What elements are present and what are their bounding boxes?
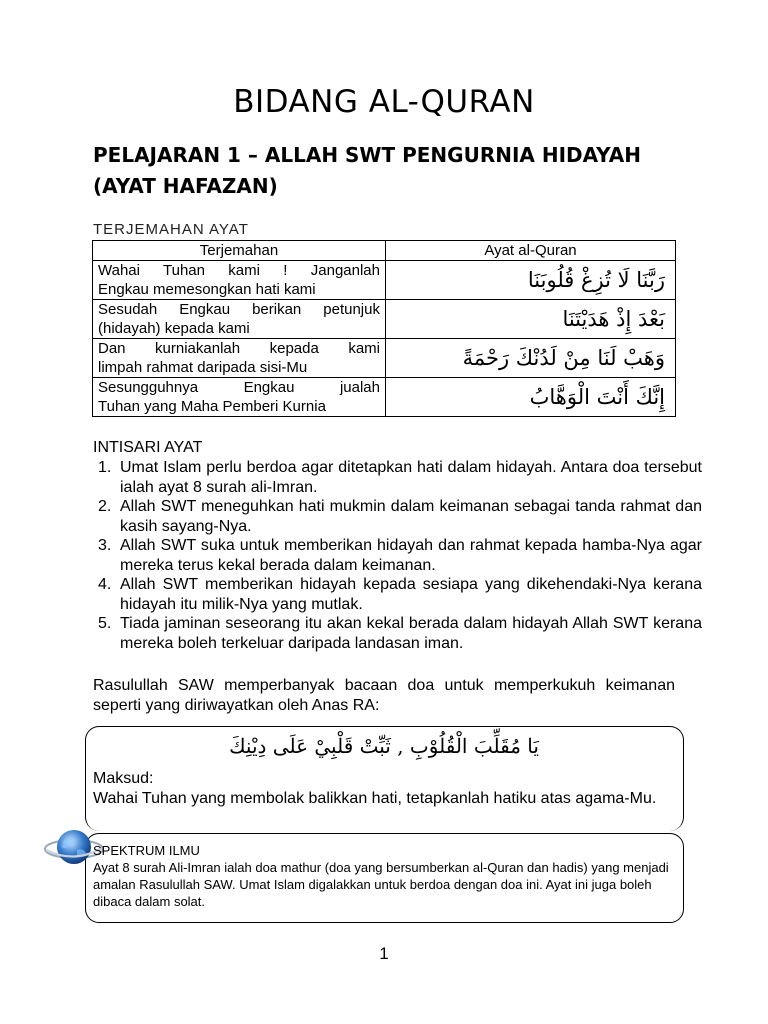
lesson-heading-line-1: PELAJARAN 1 – ALLAH SWT PENGURNIA HIDAYAH <box>93 143 641 167</box>
translation-cell: Wahai Tuhan kami ! Janganlah Engkau memesongkan hati kami <box>93 261 386 300</box>
table-header-row <box>93 241 676 261</box>
list-item: Umat Islam perlu berdoa agar ditetapkan hati dalam hidayah. Antara doa tersebut ialah ayat 8 surah ali-Imran. <box>120 459 702 496</box>
page-number: 1 <box>379 944 389 963</box>
translation-table <box>92 240 676 417</box>
intisari-heading: INTISARI AYAT <box>93 439 203 456</box>
page-title: BIDANG AL-QURAN <box>233 84 535 120</box>
translation-cell: Dan kurniakanlah kepada kami limpah rahmat daripada sisi-Mu <box>93 339 386 378</box>
header-terjemahan: Terjemahan <box>93 241 386 261</box>
doa-arabic: يَا مُقَلِّبَ الْقُلُوْبِ , ثَبِّتْ قَلْبِيْ عَلَى دِيْنِكَ <box>229 734 539 758</box>
spektrum-ilmu <box>93 842 678 910</box>
rasulullah-paragraph: Rasulullah SAW memperbanyak bacaan doa untuk memperkukuh keimanan seperti yang diriwayatkan oleh Anas RA: <box>93 677 675 714</box>
arabic-cell: رَبَّنَا لَا تُزِغْ قُلُوبَنَا <box>386 261 676 300</box>
doa-maksud <box>93 769 675 808</box>
translation-cell: Sesudah Engkau berikan petunjuk (hidayah) kepada kami <box>93 300 386 339</box>
translation-cell: Sesungguhnya Engkau jualah Tuhan yang Maha Pemberi Kurnia <box>93 378 386 417</box>
table-row <box>93 261 676 300</box>
arabic-cell: وَهَبْ لَنَا مِنْ لَدُنْكَ رَحْمَةً <box>386 339 676 378</box>
header-ayat: Ayat al-Quran <box>386 241 676 261</box>
table-row <box>93 300 676 339</box>
list-item: Tiada jaminan seseorang itu akan kekal berada dalam hidayah Allah SWT kerana mereka boleh terkeluar daripada landasan iman. <box>120 615 702 652</box>
maksud-text: Wahai Tuhan yang membolak balikkan hati, tetapkanlah hatiku atas agama-Mu. <box>93 789 657 807</box>
table-row <box>93 378 676 417</box>
table-row <box>93 339 676 378</box>
lesson-heading-line-2: (AYAT HAFAZAN) <box>93 174 278 198</box>
arabic-cell: إِنَّكَ أَنْتَ الْوَهَّابُ <box>386 378 676 417</box>
list-item: Allah SWT suka untuk memberikan hidayah dan rahmat kepada hamba-Nya agar mereka terus kekal berada dalam keimanan. <box>120 537 702 574</box>
lesson-heading <box>93 140 693 202</box>
spektrum-label: SPEKTRUM ILMU <box>93 843 200 858</box>
list-item: Allah SWT meneguhkan hati mukmin dalam keimanan sebagai tanda rahmat dan kasih sayang-Nya. <box>120 498 702 535</box>
intisari-list <box>93 458 702 653</box>
list-item: Allah SWT memberikan hidayah kepada sesiapa yang dikehendaki-Nya kerana hidayah itu milik-Nya yang mutlak. <box>120 576 702 613</box>
spektrum-text: Ayat 8 surah Ali-Imran ialah doa mathur (doa yang bersumberkan al-Quran dan hadis) yang menjadi amalan Rasulullah SAW. Umat Islam digalakkan untuk berdoa dengan doa ini. Ayat ini juga boleh dibaca dalam solat. <box>93 860 669 909</box>
arabic-cell: بَعْدَ إِذْ هَدَيْتَنَا <box>386 300 676 339</box>
terjemahan-heading: TERJEMAHAN AYAT <box>93 221 249 238</box>
maksud-label: Maksud: <box>93 770 154 787</box>
